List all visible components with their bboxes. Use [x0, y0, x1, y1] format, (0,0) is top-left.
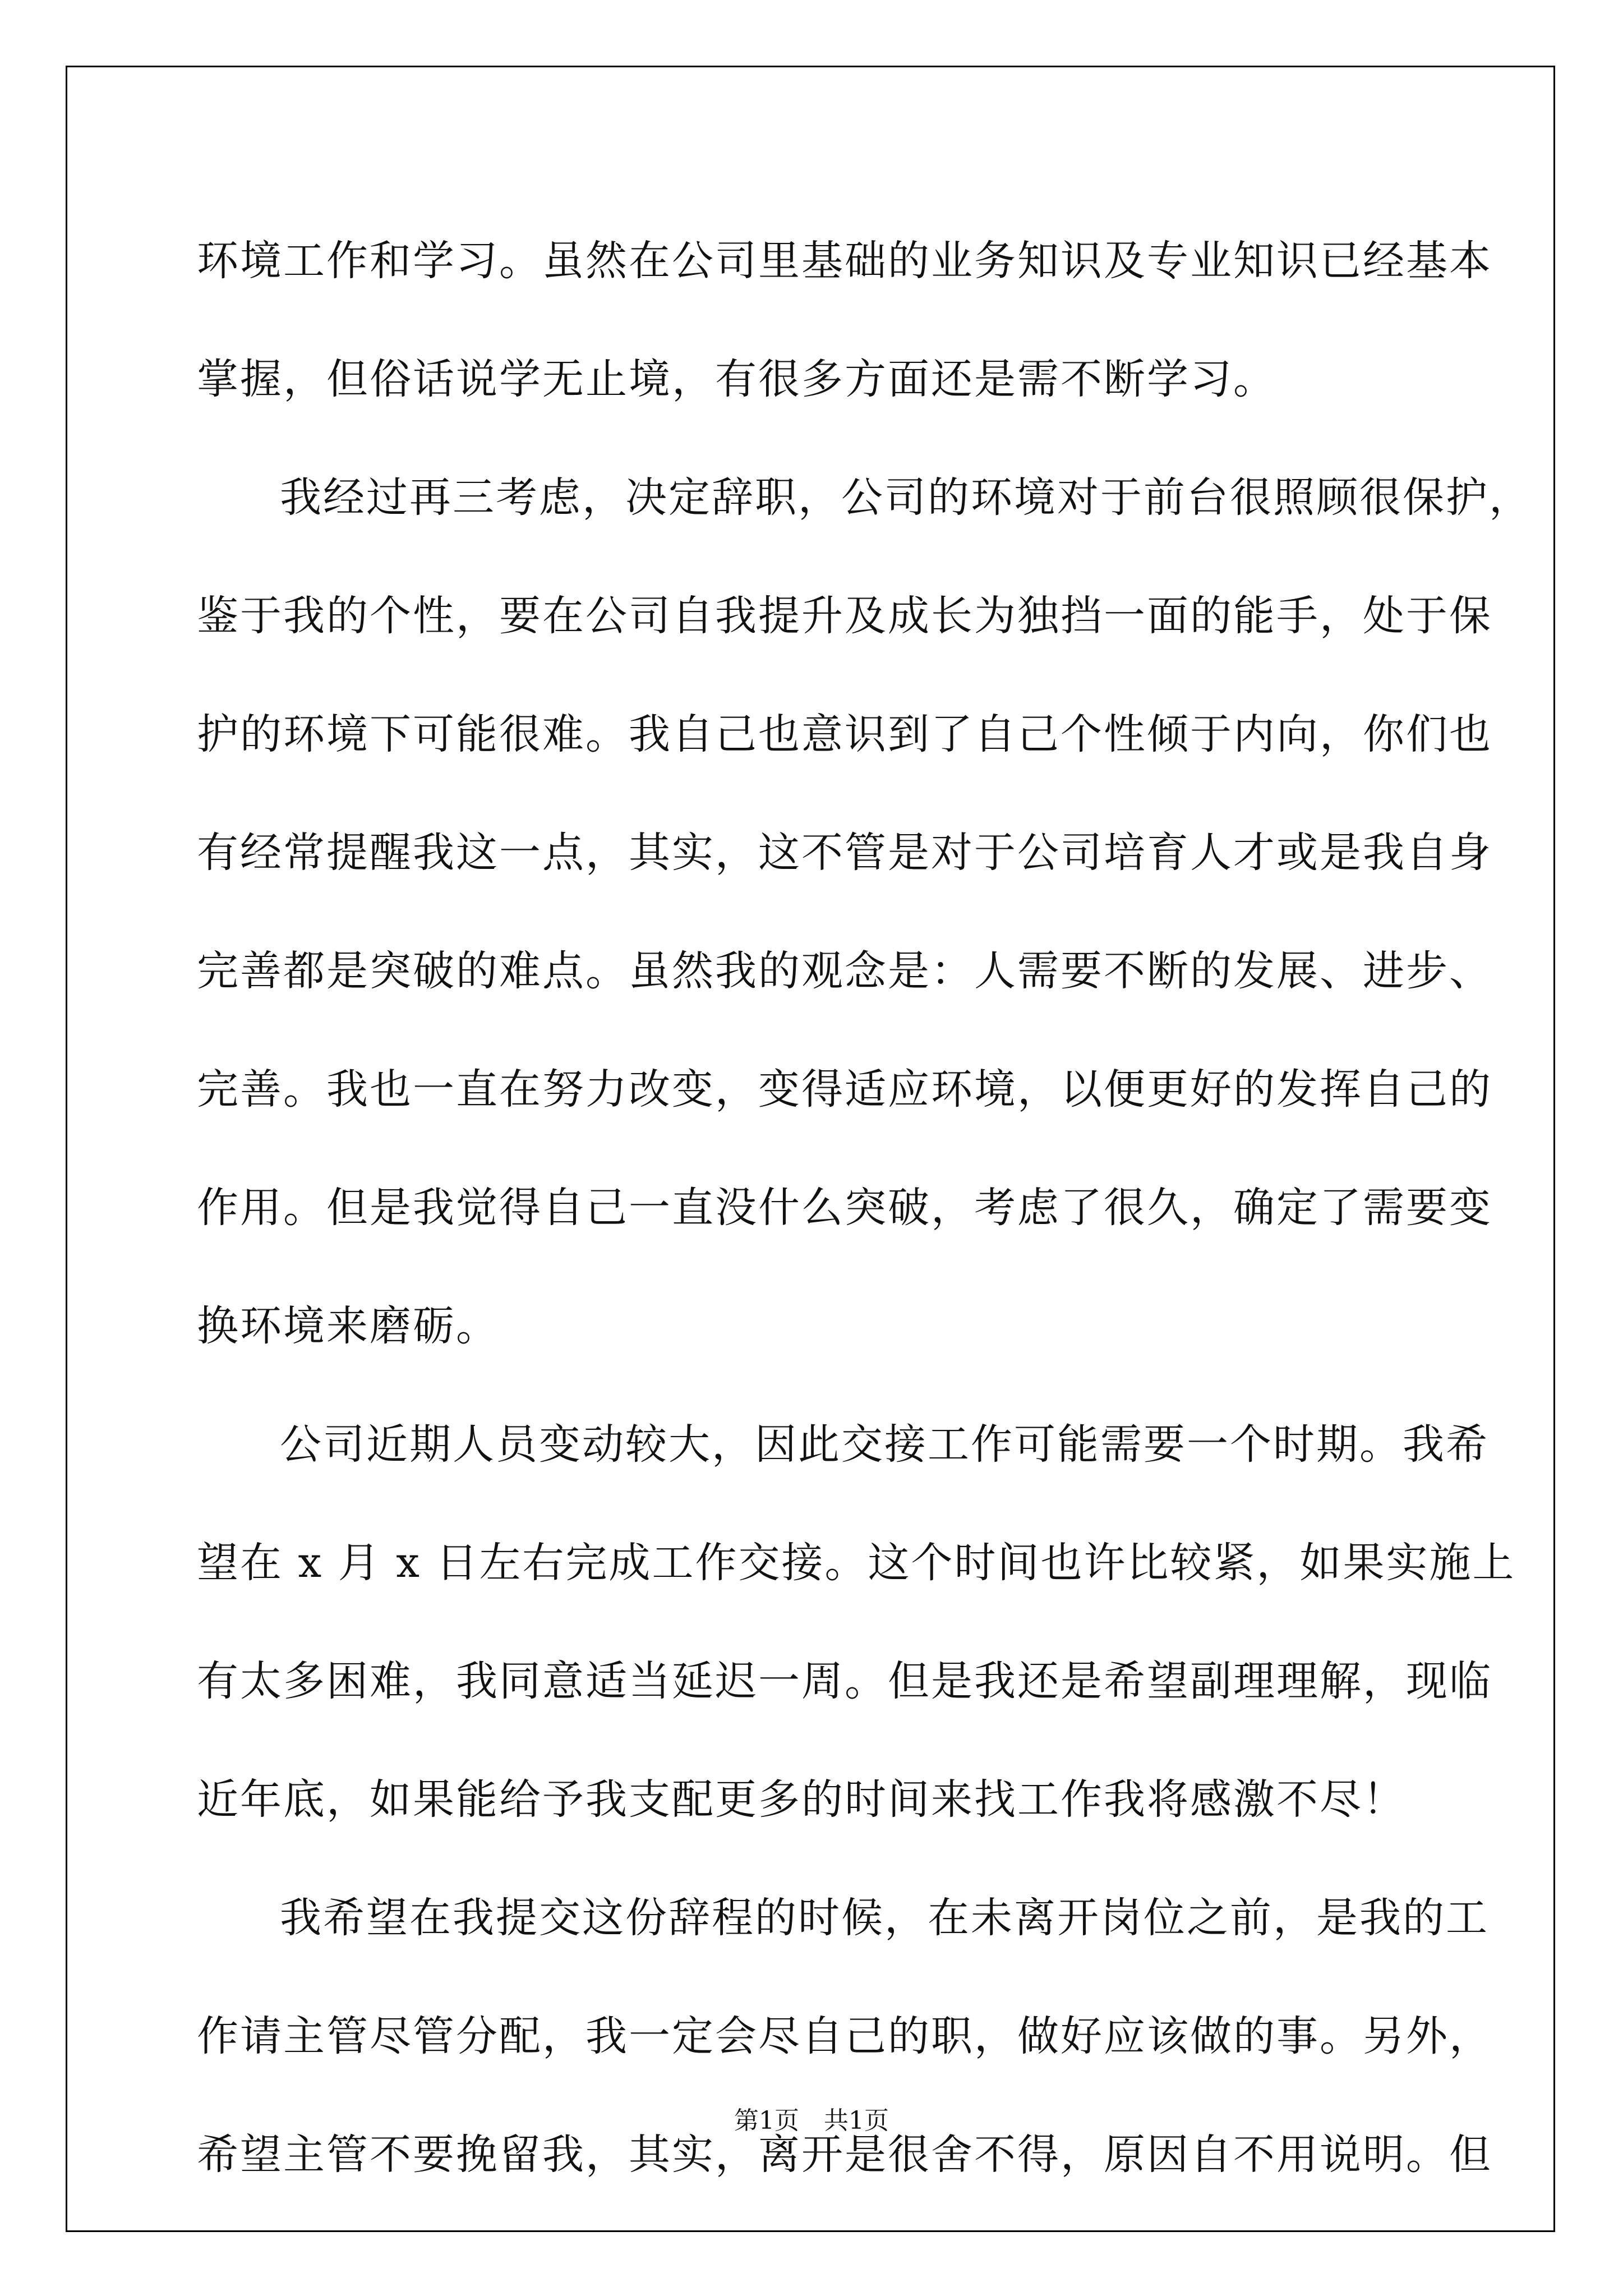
text-line: 近年底，如果能给予我支配更多的时间来找工作我将感激不尽！ — [197, 1775, 1406, 1824]
text-line: 望在 x 月 x 日左右完成工作交接。这个时间也许比较紧，如果实施上 — [197, 1539, 1516, 1587]
text-line: 护的环境下可能很难。我自己也意识到了自己个性倾于内向，你们也 — [197, 710, 1492, 758]
text-line: 作请主管尽管分配，我一定会尽自己的职，做好应该做的事。另外， — [197, 2012, 1492, 2060]
text-line: 有太多困难，我同意适当延迟一周。但是我还是希望副理理解，现临 — [197, 1657, 1492, 1705]
text-line: 换环境来磨砺。 — [197, 1302, 499, 1350]
text-line: 环境工作和学习。虽然在公司里基础的业务知识及专业知识已经基本 — [197, 237, 1492, 285]
text-line: 完善。我也一直在努力改变，变得适应环境，以便更好的发挥自己的 — [197, 1065, 1492, 1114]
text-line: 我希望在我提交这份辞程的时候，在未离开岗位之前，是我的工 — [280, 1894, 1489, 1942]
text-line: 完善都是突破的难点。虽然我的观念是：人需要不断的发展、进步、 — [197, 947, 1492, 995]
document-body — [197, 202, 1532, 2214]
text-line: 鉴于我的个性，要在公司自我提升及成长为独挡一面的能手，处于保 — [197, 592, 1492, 640]
text-line: 作用。但是我觉得自己一直没什么突破，考虑了很久，确定了需要变 — [197, 1184, 1492, 1232]
page-footer: 第1页 共1页 — [734, 2106, 889, 2135]
text-line: 我经过再三考虑，决定辞职，公司的环境对于前台很照顾很保护， — [280, 473, 1532, 522]
text-line: 有经常提醒我这一点，其实，这不管是对于公司培育人才或是我自身 — [197, 829, 1492, 877]
text-line: 公司近期人员变动较大，因此交接工作可能需要一个时期。我希 — [280, 1420, 1489, 1469]
text-line: 希望主管不要挽留我，其实，离开是很舍不得，原因自不用说明。但 — [197, 2131, 1492, 2179]
text-line: 掌握，但俗话说学无止境，有很多方面还是需不断学习。 — [197, 355, 1276, 403]
